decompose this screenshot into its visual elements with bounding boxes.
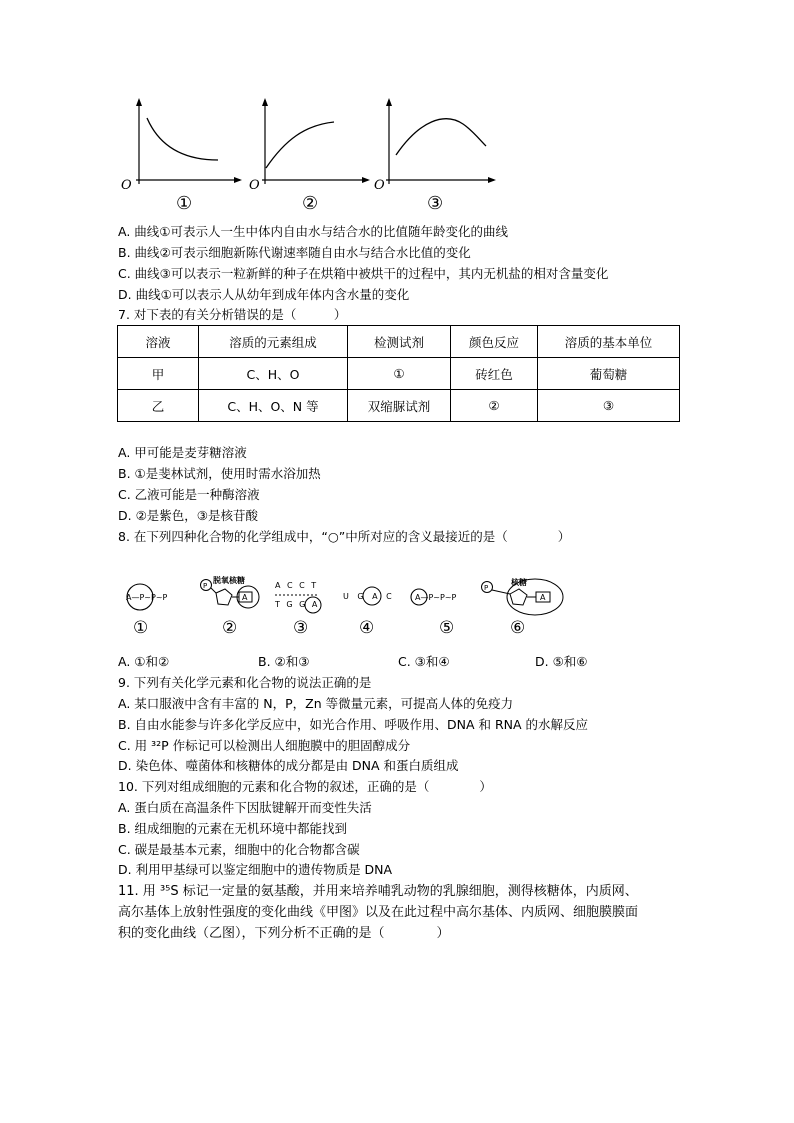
svg-text:脱氧核糖: 脱氧核糖	[213, 576, 245, 585]
q7-option-d: D. ②是紫色，③是核苷酸	[118, 508, 258, 523]
q9-option-d: D. 染色体、噬菌体和核糖体的成分都是由 DNA 和蛋白质组成	[118, 758, 459, 773]
q6-option-b: B. 曲线②可表示细胞新陈代谢速率随自由水与结合水比值的变化	[118, 245, 471, 260]
q8-option-d: D. ⑤和⑥	[535, 654, 588, 669]
q9-option-b: B. 自由水能参与许多化学反应中，如光合作用、呼吸作用、DNA 和 RNA 的水解反应	[118, 717, 589, 732]
q11-line-3: 积的变化曲线（乙图），下列分析不正确的是（ ）	[118, 926, 450, 941]
compound-4	[343, 587, 395, 605]
graph-3	[386, 98, 496, 184]
compound-label-2: ②	[222, 618, 238, 638]
q9-option-c: C. 用 ³²P 作标记可以检测出人细胞膜中的胆固醇成分	[118, 738, 411, 753]
table-cell: 双缩脲试剂	[348, 390, 451, 422]
origin-label-1: O	[121, 178, 132, 193]
table-cell: C、H、O	[199, 358, 348, 390]
svg-text:U G A C: U G A C	[343, 592, 395, 601]
compound-5	[411, 589, 457, 605]
q7-option-b: B. ①是斐林试剂，使用时需水浴加热	[118, 466, 321, 481]
table-header-row	[118, 326, 680, 358]
q9-stem: 9. 下列有关化学元素和化合物的说法正确的是	[118, 675, 372, 690]
svg-text:核糖: 核糖	[511, 578, 527, 587]
graph-label-2: ②	[302, 193, 319, 214]
q7-table	[117, 325, 680, 422]
compound-label-4: ④	[359, 618, 375, 638]
compound-figures	[118, 565, 568, 640]
table-row	[118, 358, 680, 390]
q9-option-a: A. 某口服液中含有丰富的 N，P，Zn 等微量元素，可提高人体的免疫力	[118, 696, 514, 711]
table-cell: ①	[348, 358, 451, 390]
q10-stem: 10. 下列对组成细胞的元素和化合物的叙述，正确的是（ ）	[118, 779, 492, 794]
compound-label-1: ①	[133, 618, 149, 638]
table-row	[118, 390, 680, 422]
q10-option-a: A. 蛋白质在高温条件下因肽键解开而变性失活	[118, 800, 372, 815]
svg-text:A—P~P~P: A—P~P~P	[415, 593, 457, 602]
table-cell: 砖红色	[451, 358, 538, 390]
compound-2	[201, 575, 260, 608]
table-cell: C、H、O、N 等	[199, 390, 348, 422]
q8-option-a: A. ①和②	[118, 654, 170, 669]
compound-1	[126, 584, 168, 610]
table-header: 溶液	[118, 326, 199, 358]
q10-option-d: D. 利用甲基绿可以鉴定细胞中的遗传物质是 DNA	[118, 862, 393, 877]
compound-label-5: ⑤	[439, 618, 455, 638]
svg-text:A: A	[242, 593, 248, 602]
compound-3	[274, 581, 321, 613]
origin-label-3: O	[374, 178, 385, 193]
q8-option-c: C. ③和④	[398, 654, 450, 669]
svg-text:T G G A: T G G A	[275, 600, 320, 609]
table-header: 颜色反应	[451, 326, 538, 358]
graph-2	[262, 98, 370, 184]
q11-line-2: 高尔基体上放射性强度的变化曲线《甲图》以及在此过程中高尔基体、内质网、细胞膜膜面	[118, 905, 639, 920]
q10-option-c: C. 碳是最基本元素，细胞中的化合物都含碳	[118, 842, 360, 857]
origin-label-2: O	[249, 178, 260, 193]
q8-option-b: B. ②和③	[258, 654, 310, 669]
table-cell: 葡萄糖	[538, 358, 680, 390]
q10-option-b: B. 组成细胞的元素在无机环境中都能找到	[118, 821, 348, 836]
q6-option-a: A. 曲线①可表示人一生中体内自由水与结合水的比值随年龄变化的曲线	[118, 224, 508, 239]
q7-stem: 7. 对下表的有关分析错误的是（ ）	[118, 307, 347, 322]
svg-text:A C C T: A C C T	[275, 581, 319, 590]
svg-text:A: A	[540, 593, 546, 602]
table-cell: 甲	[118, 358, 199, 390]
graph-label-3: ③	[427, 193, 444, 214]
curves-svg	[0, 0, 794, 220]
atp1-text: A—P~P~P	[126, 593, 168, 602]
graph-label-1: ①	[176, 193, 193, 214]
compound-label-6: ⑥	[510, 618, 526, 638]
q8-stem: 8. 在下列四种化合物的化学组成中，“○”中所对应的含义最接近的是（ ）	[118, 529, 571, 544]
table-cell: 乙	[118, 390, 199, 422]
table-header: 溶质的基本单位	[538, 326, 680, 358]
table-header: 检测试剂	[348, 326, 451, 358]
compound-6	[482, 577, 564, 615]
q6-option-c: C. 曲线③可以表示一粒新鲜的种子在烘箱中被烘干的过程中，其内无机盐的相对含量变化	[118, 266, 609, 281]
q6-option-d: D. 曲线①可以表示人从幼年到成年体内含水量的变化	[118, 287, 410, 302]
q7-option-a: A. 甲可能是麦芽糖溶液	[118, 445, 247, 460]
table-cell: ③	[538, 390, 680, 422]
svg-text:P: P	[484, 584, 489, 592]
graph-1	[136, 98, 242, 184]
q11-line-1: 11. 用 ³⁵S 标记一定量的氨基酸，并用来培养哺乳动物的乳腺细胞，测得核糖体，内质网、	[118, 884, 638, 899]
svg-text:P: P	[203, 582, 208, 590]
table-header: 溶质的元素组成	[199, 326, 348, 358]
compound-label-3: ③	[293, 618, 309, 638]
table-cell: ②	[451, 390, 538, 422]
q7-option-c: C. 乙液可能是一种酶溶液	[118, 487, 260, 502]
